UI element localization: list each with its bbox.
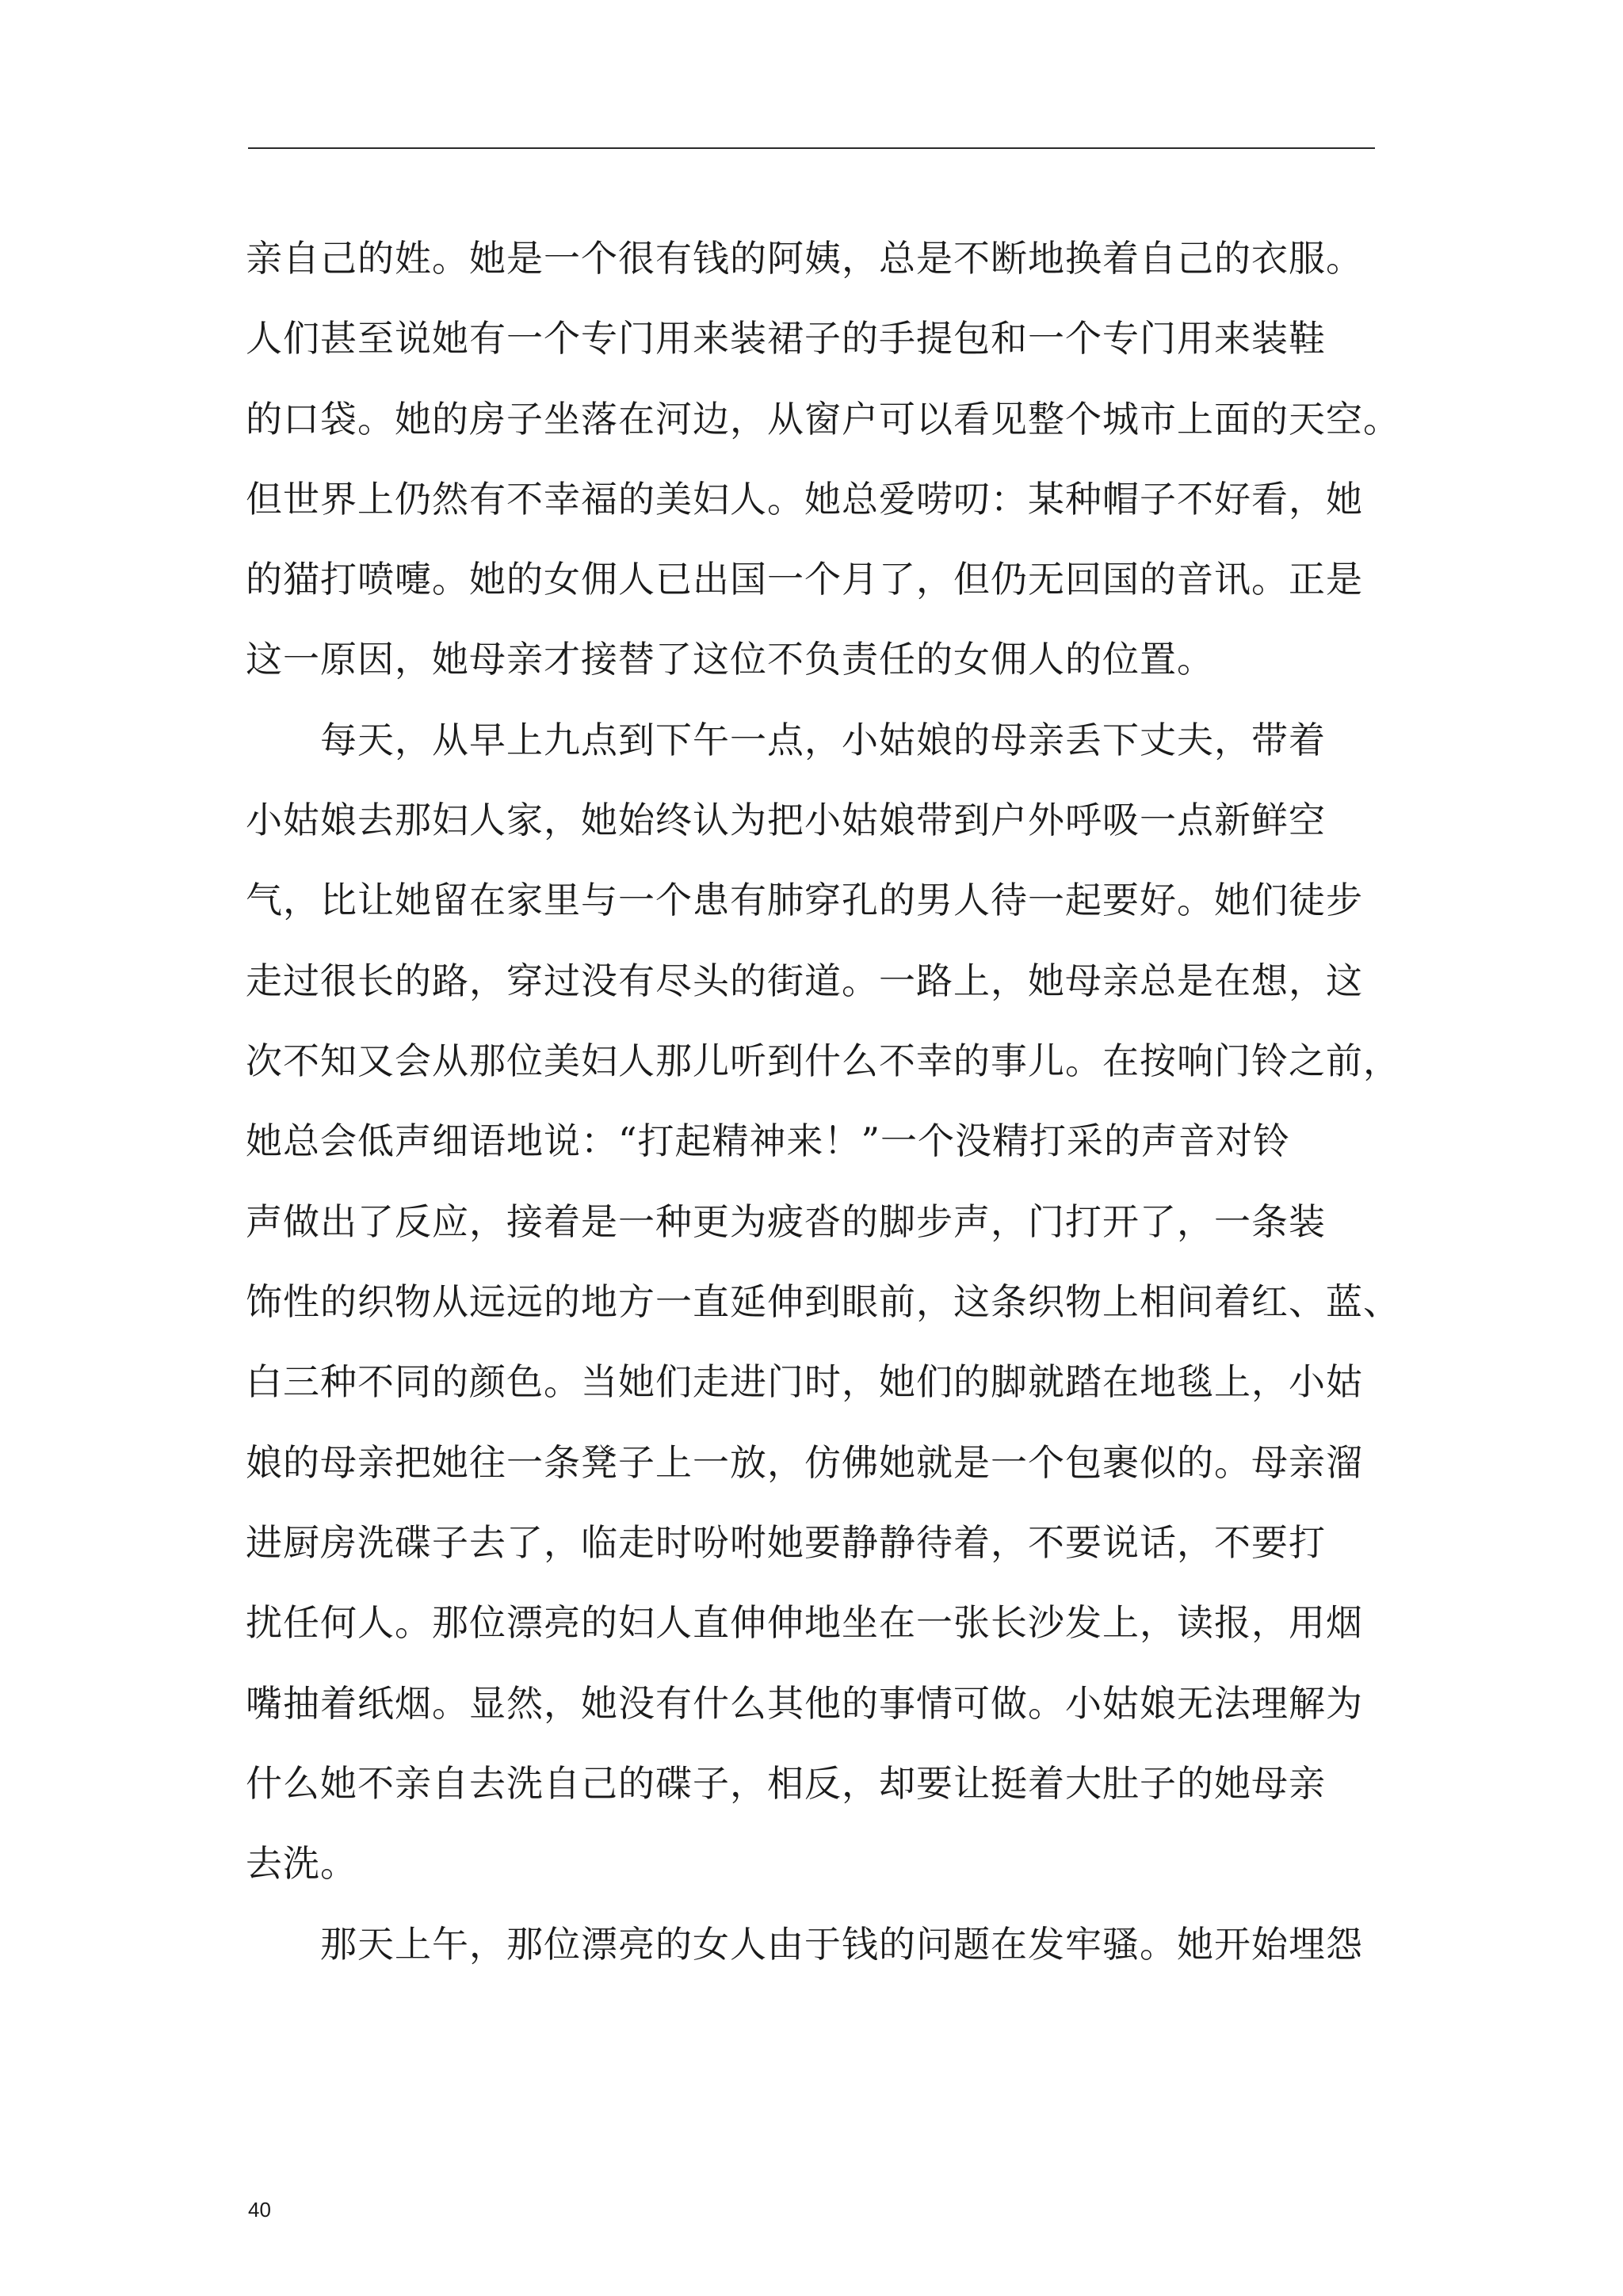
header-rule	[248, 147, 1375, 149]
text-line-16: 娘的母亲把她往一条凳子上一放，仿佛她就是一个包裹似的。母亲溜	[246, 1441, 1363, 1484]
text-line-8: 小姑娘去那妇人家，她始终认为把小姑娘带到户外呼吸一点新鲜空	[246, 799, 1326, 841]
text-line-7: 每天，从早上九点到下午一点，小姑娘的母亲丢下丈夫，带着	[320, 719, 1326, 761]
text-line-2: 人们甚至说她有一个专门用来装裙子的手提包和一个专门用来装鞋	[246, 317, 1326, 360]
text-line-19: 嘴抽着纸烟。显然，她没有什么其他的事情可做。小姑娘无法理解为	[246, 1682, 1363, 1725]
text-line-14: 饰性的织物从远远的地方一直延伸到眼前，这条织物上相间着红、蓝、	[246, 1280, 1400, 1323]
text-line-20: 什么她不亲自去洗自己的碟子，相反，却要让挺着大肚子的她母亲	[246, 1762, 1326, 1805]
text-line-10: 走过很长的路，穿过没有尽头的街道。一路上，她母亲总是在想，这	[246, 959, 1363, 1002]
text-line-12: 她总会低声细语地说：“打起精神来！”一个没精打采的声音对铃	[246, 1119, 1291, 1162]
text-line-3: 的口袋。她的房子坐落在河边，从窗户可以看见整个城市上面的天空。	[246, 398, 1400, 441]
text-line-6: 这一原因，她母亲才接替了这位不负责任的女佣人的位置。	[246, 638, 1214, 681]
text-line-22: 那天上午，那位漂亮的女人由于钱的问题在发牢骚。她开始埋怨	[320, 1923, 1363, 1966]
text-line-1: 亲自己的姓。她是一个很有钱的阿姨，总是不断地换着自己的衣服。	[246, 237, 1363, 280]
text-line-21: 去洗。	[246, 1842, 357, 1885]
text-line-18: 扰任何人。那位漂亮的妇人直伸伸地坐在一张长沙发上，读报，用烟	[246, 1601, 1363, 1644]
page-number: 40	[248, 2198, 271, 2222]
text-line-15: 白三种不同的颜色。当她们走进门时，她们的脚就踏在地毯上，小姑	[246, 1360, 1363, 1403]
text-line-9: 气，比让她留在家里与一个患有肺穿孔的男人待一起要好。她们徒步	[246, 879, 1363, 921]
text-line-13: 声做出了反应，接着是一种更为疲沓的脚步声，门打开了，一条装	[246, 1200, 1326, 1243]
text-line-4: 但世界上仍然有不幸福的美妇人。她总爱唠叨：某种帽子不好看，她	[246, 478, 1363, 521]
text-line-11: 次不知又会从那位美妇人那儿听到什么不幸的事儿。在按响门铃之前，	[246, 1039, 1400, 1082]
text-line-5: 的猫打喷嚏。她的女佣人已出国一个月了，但仍无回国的音讯。正是	[246, 558, 1363, 601]
text-line-17: 进厨房洗碟子去了，临走时吩咐她要静静待着，不要说话，不要打	[246, 1521, 1326, 1564]
